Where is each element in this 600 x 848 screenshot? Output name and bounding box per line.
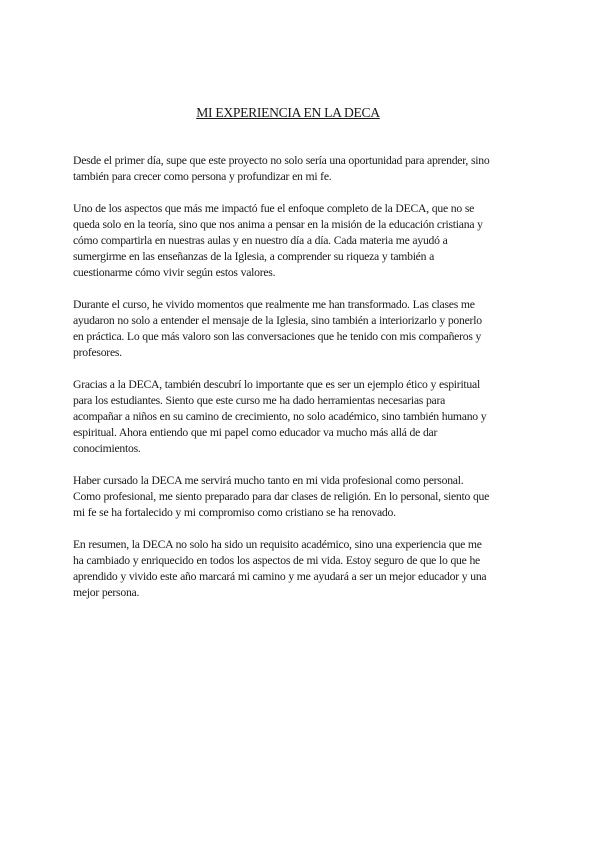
paragraph-line: Como profesional, me siento preparado para dar clases de religión. En lo personal, siento que	[73, 490, 490, 503]
paragraph-line: mi fe se ha fortalecido y mi compromiso como cristiano se ha renovado.	[73, 506, 396, 519]
paragraph-line: queda solo en la teoría, sino que nos anima a pensar en la misión de la educación cristiana y	[73, 218, 483, 231]
paragraph-line: profesores.	[73, 346, 122, 359]
paragraph-line: ha cambiado y enriquecido en todos los aspectos de mi vida. Estoy seguro de que lo que he	[73, 554, 480, 567]
paragraph-line: Desde el primer día, supe que este proyecto no solo sería una oportunidad para aprender, sino	[73, 154, 490, 167]
paragraph-line: ayudaron no solo a entender el mensaje de la Iglesia, sino también a interiorizarlo y ponerlo	[73, 314, 482, 327]
paragraph-line: Gracias a la DECA, también descubrí lo importante que es ser un ejemplo ético y espiritual	[73, 378, 480, 391]
paragraph-line: En resumen, la DECA no solo ha sido un requisito académico, sino una experiencia que me	[73, 538, 482, 551]
paragraph-impact	[73, 201, 529, 281]
paragraph-line: cómo compartirla en nuestras aulas y en nuestro día a día. Cada materia me ayudó a	[73, 234, 448, 247]
paragraph-line: espiritual. Ahora entiendo que mi papel como educador va mucho más allá de dar	[73, 426, 438, 439]
paragraph-line: mejor persona.	[73, 586, 140, 599]
paragraph-course	[73, 297, 529, 361]
paragraph-intro	[73, 153, 529, 185]
paragraph-line: Durante el curso, he vivido momentos que realmente me han transformado. Las clases me	[73, 298, 475, 311]
paragraph-line: Uno de los aspectos que más me impactó fue el enfoque completo de la DECA, que no se	[73, 202, 475, 215]
paragraph-summary	[73, 537, 529, 601]
paragraph-line: para los estudiantes. Siento que este curso me ha dado herramientas necesarias para	[73, 394, 446, 407]
paragraph-line: sumergirme en las enseñanzas de la Iglesia, a comprender su riqueza y también a	[73, 250, 435, 263]
paragraph-example	[73, 377, 529, 457]
paragraph-future	[73, 473, 529, 521]
document-body	[73, 153, 529, 617]
document-title: MI EXPERIENCIA EN LA DECA	[196, 105, 380, 120]
paragraph-line: también para crecer como persona y profundizar en mi fe.	[73, 170, 332, 183]
paragraph-line: cuestionarme cómo vivir según estos valores.	[73, 266, 276, 279]
paragraph-line: conocimientos.	[73, 442, 141, 455]
paragraph-line: en práctica. Lo que más valoro son las conversaciones que he tenido con mis compañeros y	[73, 330, 482, 343]
paragraph-line: acompañar a niños en su camino de crecimiento, no solo académico, sino también humano y	[73, 410, 487, 423]
paragraph-line: Haber cursado la DECA me servirá mucho tanto en mi vida profesional como personal.	[73, 474, 464, 487]
paragraph-line: aprendido y vivido este año marcará mi camino y me ayudará a ser un mejor educador y una	[73, 570, 487, 583]
